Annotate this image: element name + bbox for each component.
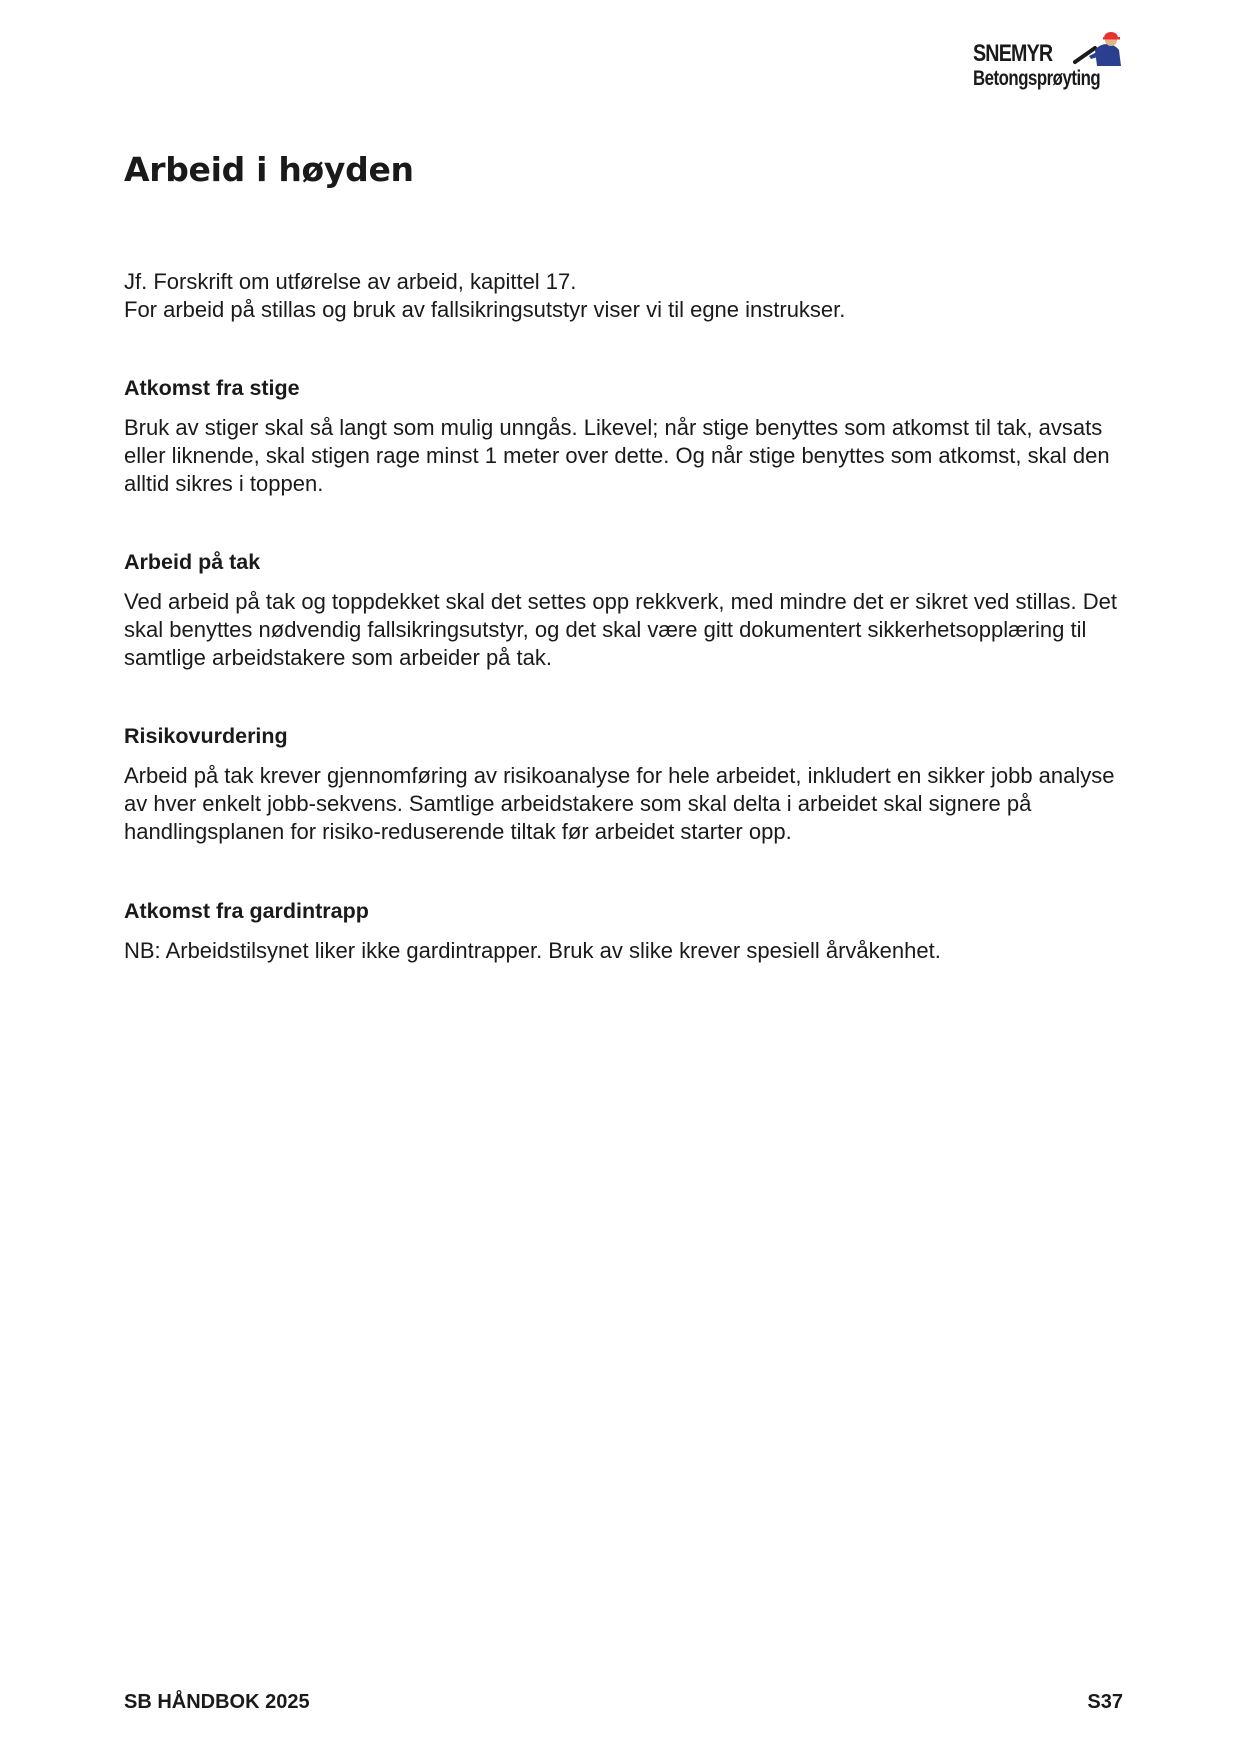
section-heading: Risikovurdering bbox=[124, 724, 288, 748]
section-atkomst-fra-stige bbox=[124, 374, 1124, 498]
section-heading: Arbeid på tak bbox=[124, 550, 261, 574]
page-title: Arbeid i høyden bbox=[124, 150, 414, 189]
logo-subtitle: Betongsprøyting bbox=[973, 67, 1101, 90]
intro-line-reference: Jf. Forskrift om utførelse av arbeid, kapittel 17. bbox=[124, 269, 577, 294]
section-risikovurdering bbox=[124, 722, 1124, 846]
logo-wordmark: SNEMYR bbox=[973, 40, 1053, 67]
worker-spraying-icon bbox=[1073, 28, 1127, 68]
intro-line-instructions: For arbeid på stillas og bruk av fallsikringsutstyr viser vi til egne instrukser. bbox=[124, 297, 846, 322]
section-heading: Atkomst fra stige bbox=[124, 376, 300, 400]
section-body: Ved arbeid på tak og toppdekket skal det settes opp rekkverk, med mindre det er sikret ved stillas. Det skal benyttes nødvendig fallsikringsutstyr, og det skal være gitt dokumentert sikkerhetsopplæring til samtlige arbeidstakere som arbeider på tak. bbox=[124, 589, 1117, 670]
company-logo bbox=[973, 28, 1123, 92]
intro-text bbox=[124, 268, 1124, 324]
section-arbeid-paa-tak bbox=[124, 548, 1124, 672]
section-atkomst-fra-gardintrapp bbox=[124, 897, 1124, 965]
section-heading: Atkomst fra gardintrapp bbox=[124, 899, 369, 923]
section-body: Bruk av stiger skal så langt som mulig unngås. Likevel; når stige benyttes som atkomst til tak, avsats eller liknende, skal stigen rage minst 1 meter over dette. Og når stige benyttes som atkomst, skal den alltid sikres i toppen. bbox=[124, 415, 1110, 496]
section-body: NB: Arbeidstilsynet liker ikke gardintrapper. Bruk av slike krever spesiell årvåkenhet. bbox=[124, 938, 941, 963]
footer-handbook-title: SB HÅNDBOK 2025 bbox=[124, 1691, 310, 1713]
section-body: Arbeid på tak krever gjennomføring av risikoanalyse for hele arbeidet, inkludert en sikker jobb analyse av hver enkelt jobb-sekvens. Samtlige arbeidstakere som skal delta i arbeidet skal signere på handlingsplanen for risiko-reduserende tiltak før arbeidet starter opp. bbox=[124, 763, 1115, 844]
footer-page-number: S37 bbox=[1087, 1691, 1123, 1713]
